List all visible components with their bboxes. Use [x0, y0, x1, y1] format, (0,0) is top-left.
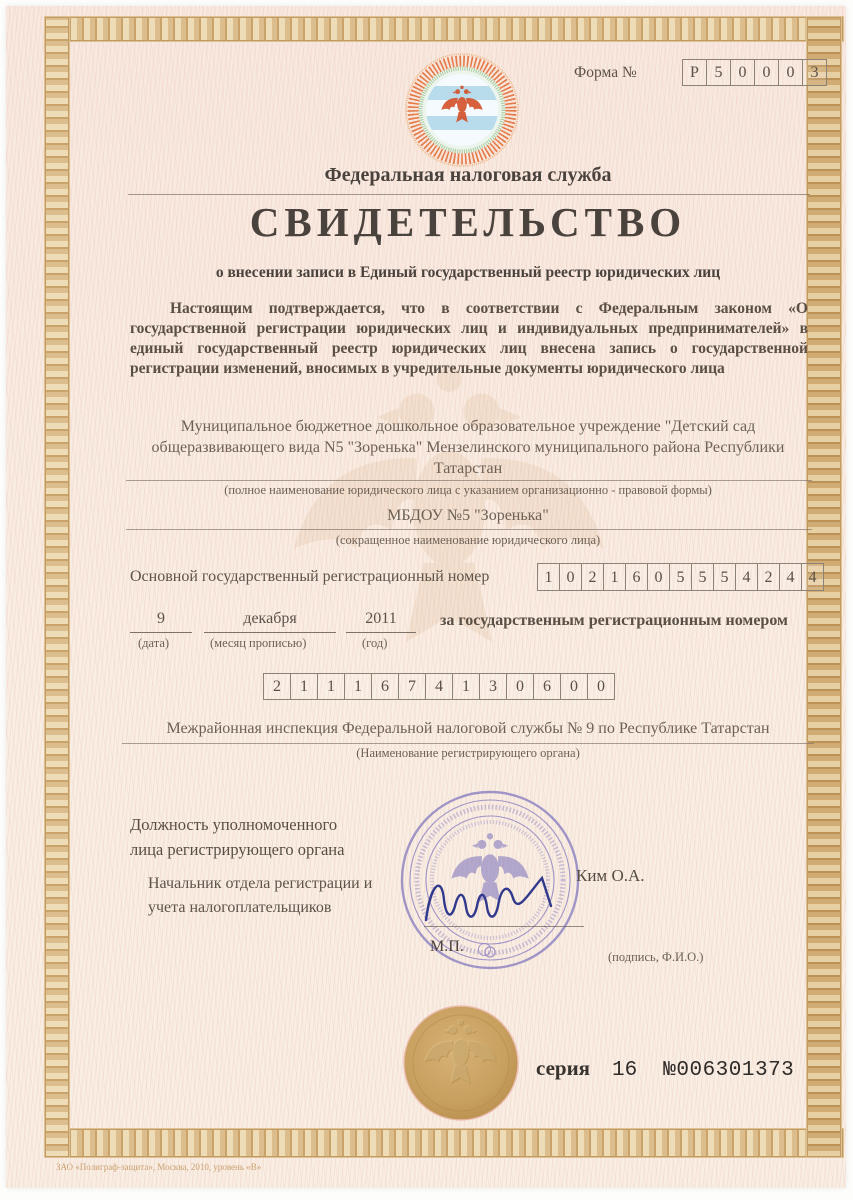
ogrn-digit-cell: 2: [581, 563, 604, 591]
grn-label: за государственным регистрационным номером: [440, 612, 788, 629]
form-number-label: Форма №: [574, 64, 637, 81]
authority-name: Межрайонная инспекция Федеральной налоговой службы № 9 по Республике Татарстан: [166, 720, 770, 737]
grn-boxes: [264, 673, 615, 700]
series-region: 16: [612, 1059, 638, 1082]
agency-name: Федеральная налоговая служба: [324, 164, 612, 186]
record-year: 2011: [346, 610, 416, 633]
form-code-cell: 0: [754, 59, 779, 86]
grn-digit-cell: 6: [371, 673, 399, 700]
record-month: декабря: [204, 610, 336, 633]
org-full-name-caption: (полное наименование юридического лица с указанием организационно - правовой формы): [224, 483, 712, 497]
series-label: серия: [536, 1056, 591, 1080]
stamp-mark-icon: [478, 943, 491, 956]
ogrn-digit-cell: 1: [603, 563, 626, 591]
embossed-seal: [402, 1004, 520, 1122]
grn-digit-cell: 0: [587, 673, 615, 700]
record-year-caption: (год): [362, 636, 388, 650]
ogrn-digit-cell: 1: [537, 563, 560, 591]
ogrn-digit-cell: 0: [559, 563, 582, 591]
grn-digit-cell: 4: [425, 673, 453, 700]
form-code-cell: 0: [730, 59, 755, 86]
ogrn-digit-cell: 2: [757, 563, 780, 591]
grn-digit-cell: 2: [263, 673, 291, 700]
signer-role-line1: Начальник отдела регистрации и: [148, 875, 373, 892]
ogrn-label: Основной государственный регистрационный номер: [130, 568, 490, 585]
form-code-cell: 3: [802, 59, 827, 86]
record-day: 9: [130, 610, 192, 633]
signer-role-line2: учета налогоплательщиков: [148, 899, 332, 916]
mp-label: М.П.: [430, 938, 464, 955]
record-month-caption: (месяц прописью): [210, 636, 307, 650]
document-title: СВИДЕТЕЛЬСТВО: [249, 199, 687, 245]
grn-digit-cell: 0: [506, 673, 534, 700]
authority-caption: (Наименование регистрирующего органа): [356, 746, 580, 760]
statement-paragraph: Настоящим подтверждается, что в соответствии с Федеральным законом «О государственной регистрации юридических лиц и индивидуальных предпринимателей» в единый государственный реестр юридических лиц внесена запись о государственной регистрации изменений, вносимых в учредительные документы юридического лица: [130, 300, 808, 377]
signature-line: [424, 926, 584, 927]
printer-imprint: ЗАО «Полиграф-защита», Москва, 2010, уровень «В»: [56, 1162, 262, 1172]
org-short-name: МБДОУ №5 "Зоренька": [387, 507, 549, 524]
signature: [416, 854, 592, 940]
ogrn-digit-cell: 4: [801, 563, 824, 591]
form-code-cell: 5: [706, 59, 731, 86]
ogrn-digit-cell: 4: [735, 563, 758, 591]
grn-digit-cell: 1: [290, 673, 318, 700]
document-subtitle: о внесении записи в Единый государственный реестр юридических лиц: [215, 264, 721, 281]
authority-rule: [122, 743, 814, 744]
form-code-cell: 0: [778, 59, 803, 86]
role-label-line1: Должность уполномоченного: [130, 815, 338, 834]
certificate-page: [6, 6, 846, 1188]
grn-digit-cell: 1: [452, 673, 480, 700]
ogrn-digit-cell: 0: [647, 563, 670, 591]
ogrn-digit-cell: 5: [713, 563, 736, 591]
header-rule: [128, 194, 810, 195]
grn-digit-cell: 0: [560, 673, 588, 700]
signature-caption: (подпись, Ф.И.О.): [608, 950, 704, 964]
grn-digit-cell: 1: [344, 673, 372, 700]
series-row: [536, 1056, 794, 1082]
role-label: [130, 812, 344, 862]
grn-digit-cell: 3: [479, 673, 507, 700]
org-short-name-rule: [126, 529, 812, 530]
grn-digit-cell: 6: [533, 673, 561, 700]
org-full-name: Муниципальное бюджетное дошкольное образовательное учреждение "Детский сад общеразвивающего вида N5 "Зоренька" Мензелинского муниципального района Республики Татарстан: [151, 418, 785, 477]
ogrn-digit-cell: 5: [669, 563, 692, 591]
org-short-name-caption: (сокращенное наименование юридического лица): [335, 533, 601, 547]
grn-digit-cell: 1: [317, 673, 345, 700]
ogrn-digit-cell: 6: [625, 563, 648, 591]
record-day-caption: (дата): [138, 636, 170, 650]
ogrn-digit-cell: 4: [779, 563, 802, 591]
signer-name: Ким О.А.: [576, 866, 645, 885]
ogrn-digit-cell: 5: [691, 563, 714, 591]
ogrn-boxes: [538, 563, 824, 591]
signer-role: [148, 872, 372, 920]
org-full-name-rule: [126, 480, 812, 481]
series-number: №006301373: [663, 1059, 795, 1082]
form-code-cell: Р: [682, 59, 707, 86]
border-left: [44, 16, 70, 1158]
grn-digit-cell: 7: [398, 673, 426, 700]
role-label-line2: лица регистрирующего органа: [130, 840, 345, 859]
